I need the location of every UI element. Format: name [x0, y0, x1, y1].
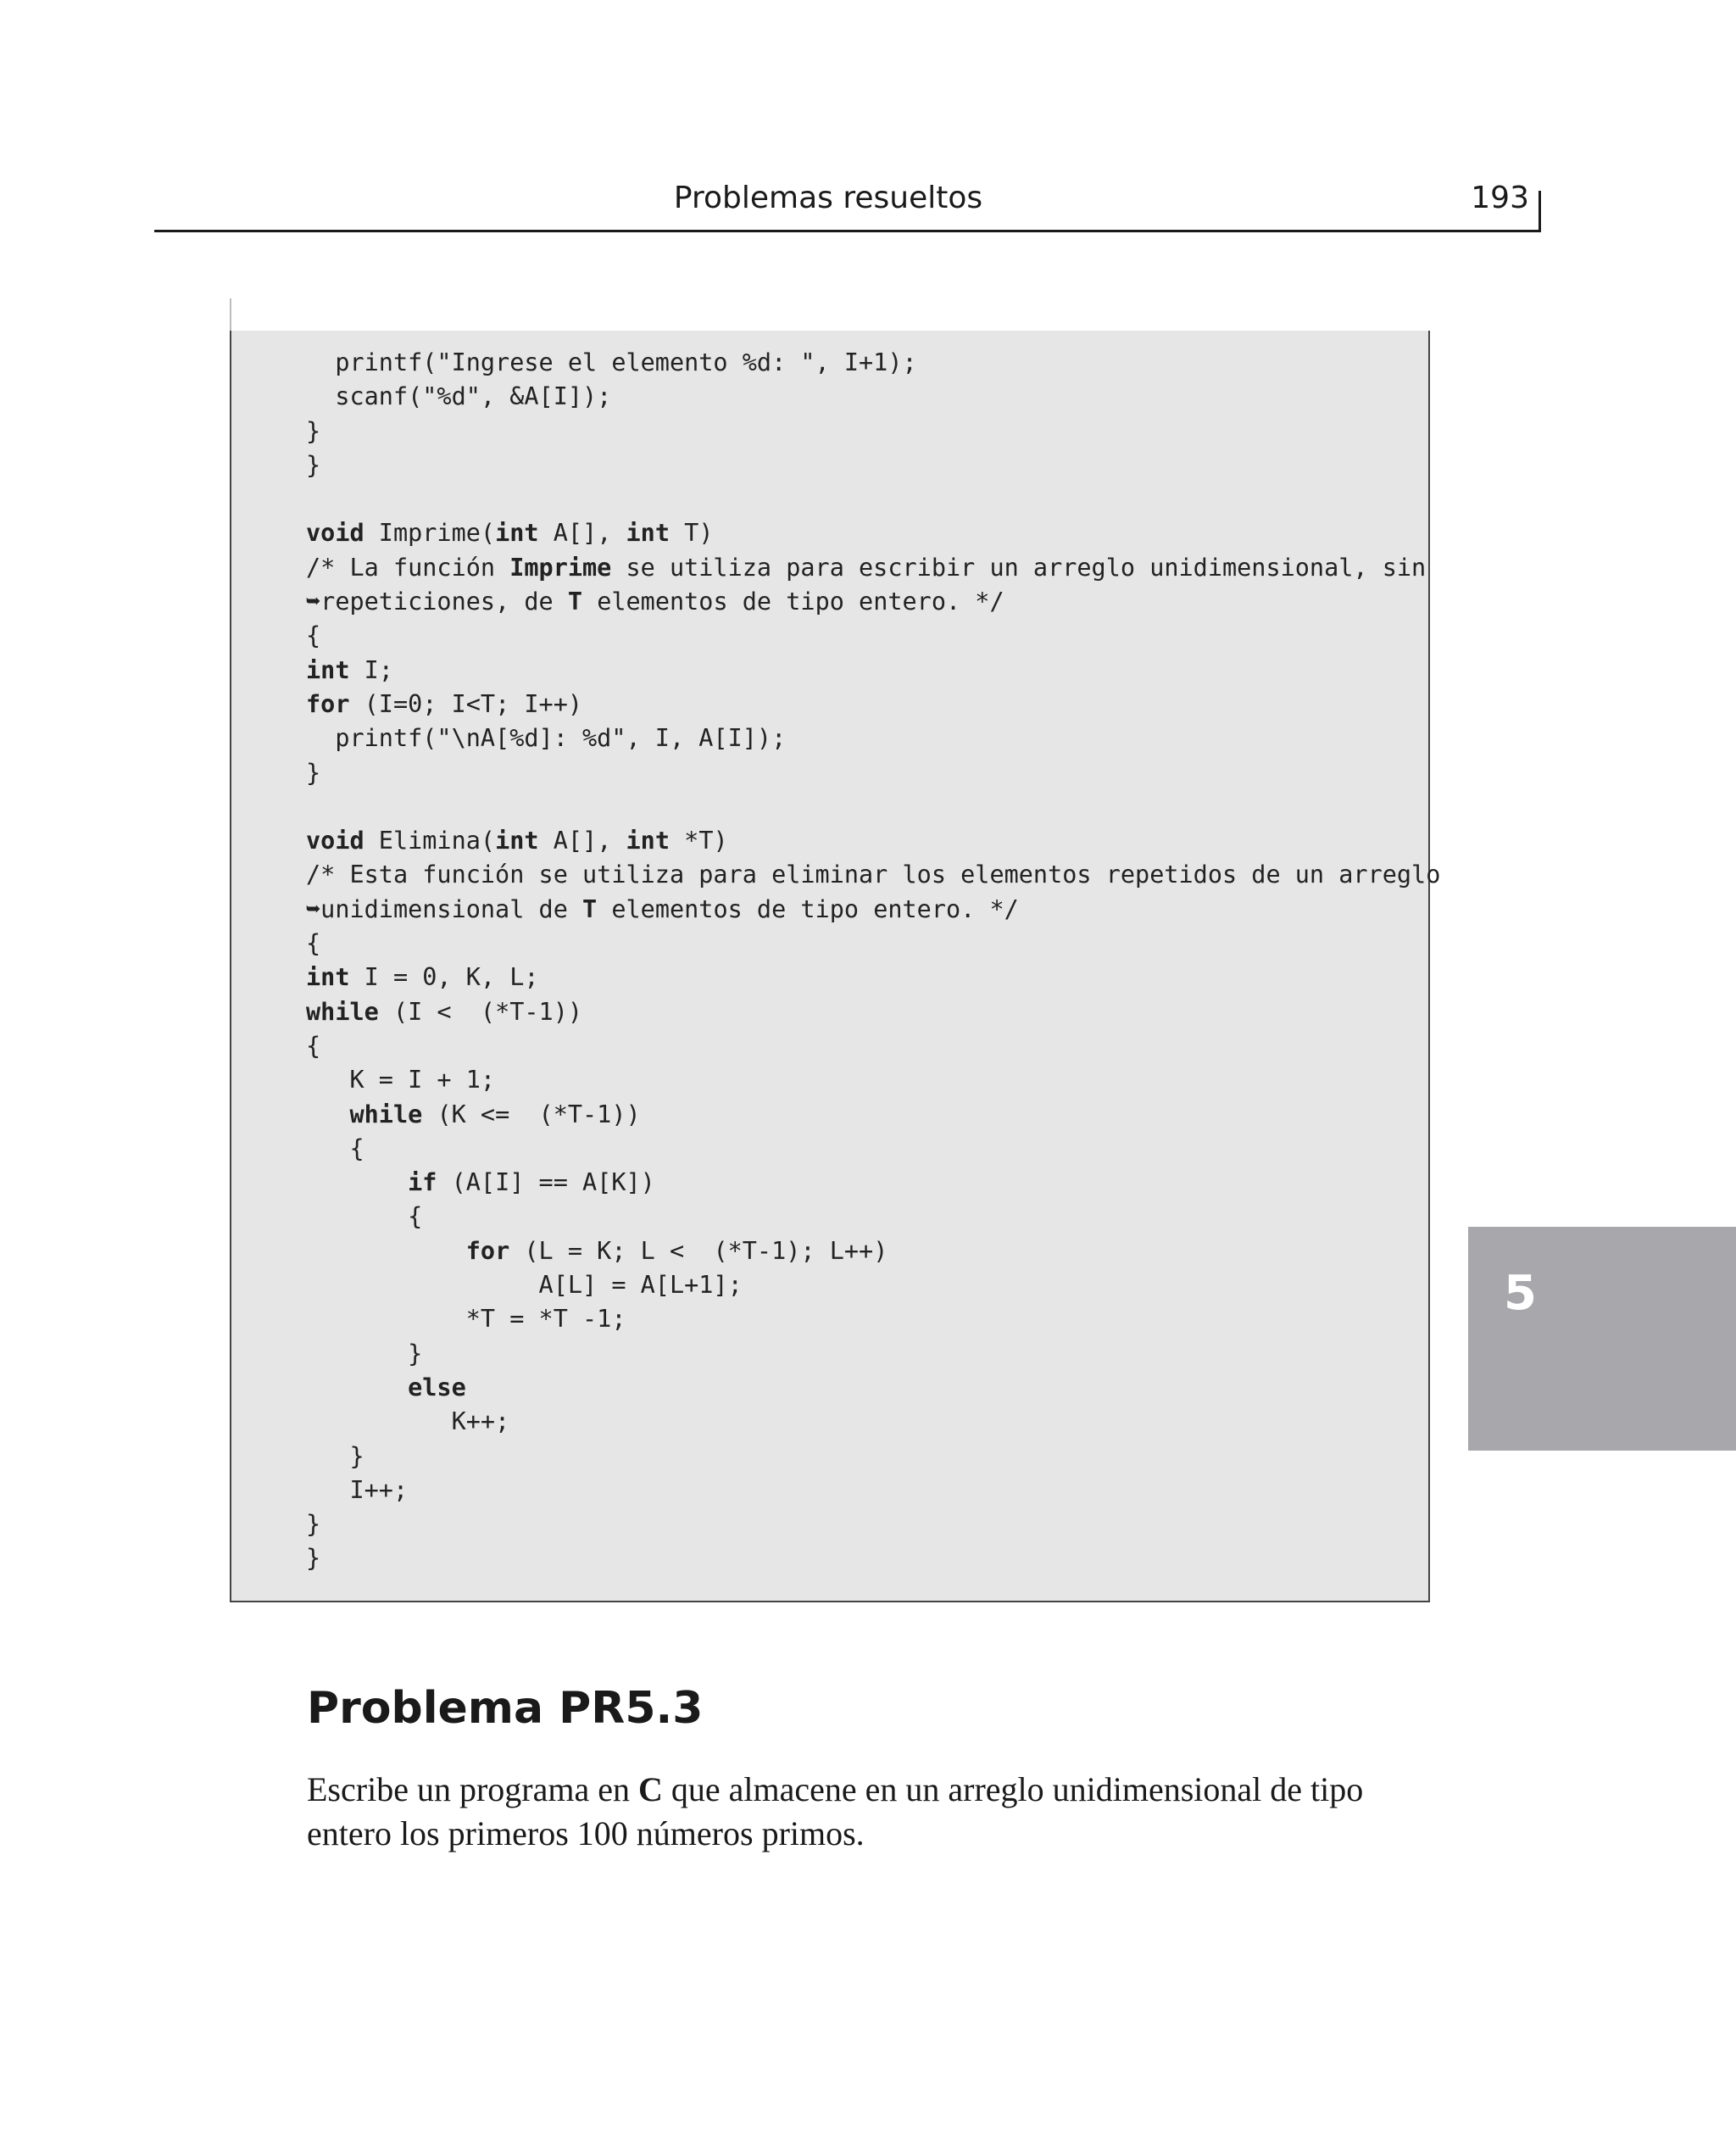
code-keyword: void — [306, 827, 364, 855]
code-line — [306, 346, 1440, 380]
code-line — [306, 858, 1440, 892]
code-text: } — [306, 758, 321, 787]
code-line — [306, 893, 1440, 927]
code-line — [306, 1098, 1440, 1132]
code-text: printf("\nA[%d]: %d", I, A[I]); — [306, 724, 787, 753]
code-text: } — [306, 416, 321, 445]
code-text: se utiliza para escribir un arreglo unidimensional, sin — [611, 553, 1427, 582]
code-text: Elimina( — [364, 827, 496, 855]
code-keyword: for — [465, 1236, 510, 1265]
code-line — [306, 516, 1440, 550]
code-line — [306, 551, 1440, 585]
code-text: A[], — [538, 827, 626, 855]
code-keyword: else — [408, 1373, 466, 1401]
running-head — [154, 174, 1541, 232]
code-text: *T = *T -1; — [306, 1305, 626, 1334]
code-keyword: int — [626, 827, 670, 855]
code-text: } — [306, 1339, 423, 1368]
code-text — [306, 1100, 349, 1128]
section-heading: Problema PR5.3 — [307, 1683, 704, 1734]
code-line — [306, 790, 1440, 824]
problem-statement — [307, 1768, 1434, 1856]
code-line — [306, 1132, 1440, 1166]
header-rule-tick — [1538, 191, 1541, 231]
code-text: (A[I] == A[K]) — [437, 1168, 655, 1197]
code-line — [306, 448, 1440, 482]
code-text: I++; — [306, 1475, 409, 1504]
code-line — [306, 961, 1440, 994]
code-text: /* La función — [306, 553, 510, 582]
code-text: A[], — [538, 519, 626, 548]
code-text: } — [306, 450, 321, 479]
code-text: K = I + 1; — [306, 1066, 496, 1095]
code-text: K++; — [306, 1407, 510, 1436]
code-keyword: if — [408, 1168, 437, 1197]
code-text: } — [306, 1510, 321, 1539]
code-line — [306, 1166, 1440, 1200]
problem-text-end: que almacene en un arreglo unidimensional de tipo entero los primeros 100 números primos. — [307, 1770, 1364, 1852]
code-line — [306, 1405, 1440, 1439]
code-text: scanf("%d", &A[I]); — [306, 382, 612, 411]
problem-text-language: C — [637, 1770, 663, 1808]
code-line — [306, 1302, 1440, 1336]
code-keyword: T — [582, 894, 598, 923]
code-line — [306, 619, 1440, 653]
code-text: elementos de tipo entero. */ — [582, 588, 1004, 616]
code-line — [306, 1063, 1440, 1097]
code-line — [306, 824, 1440, 858]
code-keyword: int — [495, 519, 539, 548]
code-text — [306, 1168, 408, 1196]
code-text: (I=0; I<T; I++) — [349, 689, 583, 718]
code-text: I; — [349, 655, 393, 684]
page-number: 193 — [1471, 181, 1529, 215]
code-text: { — [306, 1202, 423, 1231]
code-text: Imprime( — [364, 519, 496, 548]
code-keyword: void — [306, 519, 364, 548]
code-text: { — [306, 929, 321, 958]
code-line — [306, 1440, 1440, 1474]
code-line — [306, 1268, 1440, 1302]
code-line — [306, 1474, 1440, 1507]
code-listing-box — [230, 331, 1441, 1602]
code-keyword: int — [306, 963, 350, 992]
code-line — [306, 585, 1440, 619]
code-line — [306, 380, 1440, 414]
code-line — [306, 1029, 1440, 1063]
code-text: T) — [670, 519, 714, 548]
code-keyword: int — [626, 519, 670, 548]
code-text: { — [306, 1134, 364, 1162]
code-line — [306, 721, 1440, 755]
code-text: A[L] = A[L+1]; — [306, 1271, 743, 1300]
code-line — [306, 927, 1440, 961]
code-text — [306, 1373, 408, 1401]
code-line — [306, 482, 1440, 516]
code-text: I = 0, K, L; — [349, 963, 539, 992]
code-box-top-edge — [230, 298, 231, 332]
code-keyword: Imprime — [509, 553, 612, 582]
code-line — [306, 415, 1440, 448]
chapter-tab — [1468, 1227, 1736, 1451]
code-text: *T) — [670, 827, 728, 855]
code-keyword: while — [349, 1100, 423, 1128]
code-text — [306, 1237, 466, 1265]
code-keyword: T — [567, 588, 583, 616]
code-text: { — [306, 621, 321, 650]
code-line — [306, 1234, 1440, 1268]
code-text: } — [306, 1544, 321, 1573]
code-line — [306, 1507, 1440, 1541]
code-line — [306, 1541, 1440, 1575]
code-keyword: int — [306, 655, 350, 684]
code-keyword: for — [306, 689, 350, 718]
code-keyword: while — [306, 997, 379, 1026]
code-keyword: int — [495, 827, 539, 855]
code-text: (K <= (*T-1)) — [422, 1100, 641, 1128]
code-text: printf("Ingrese el elemento %d: ", I+1); — [306, 348, 917, 376]
problem-text-start: Escribe un programa en — [307, 1770, 638, 1808]
code-text: elementos de tipo entero. */ — [597, 894, 1019, 923]
code-line — [306, 756, 1440, 790]
code-text: (I < (*T-1)) — [378, 997, 583, 1026]
code-line — [306, 995, 1440, 1029]
code-line — [306, 1371, 1440, 1405]
running-title: Problemas resueltos — [673, 181, 983, 215]
code-text: (L = K; L < (*T-1); L++) — [509, 1236, 888, 1265]
code-text: } — [306, 1441, 364, 1470]
code-text: ➥unidimensional de — [306, 894, 583, 923]
chapter-number: 5 — [1504, 1266, 1537, 1321]
code-listing — [306, 346, 1440, 1576]
code-text: ➥repeticiones, de — [306, 588, 568, 616]
code-text: { — [306, 1031, 321, 1060]
code-line — [306, 1337, 1440, 1371]
code-line — [306, 1200, 1440, 1234]
code-text: /* Esta función se utiliza para eliminar los elementos repetidos de un arreglo — [306, 861, 1441, 889]
code-line — [306, 654, 1440, 688]
code-line — [306, 688, 1440, 721]
